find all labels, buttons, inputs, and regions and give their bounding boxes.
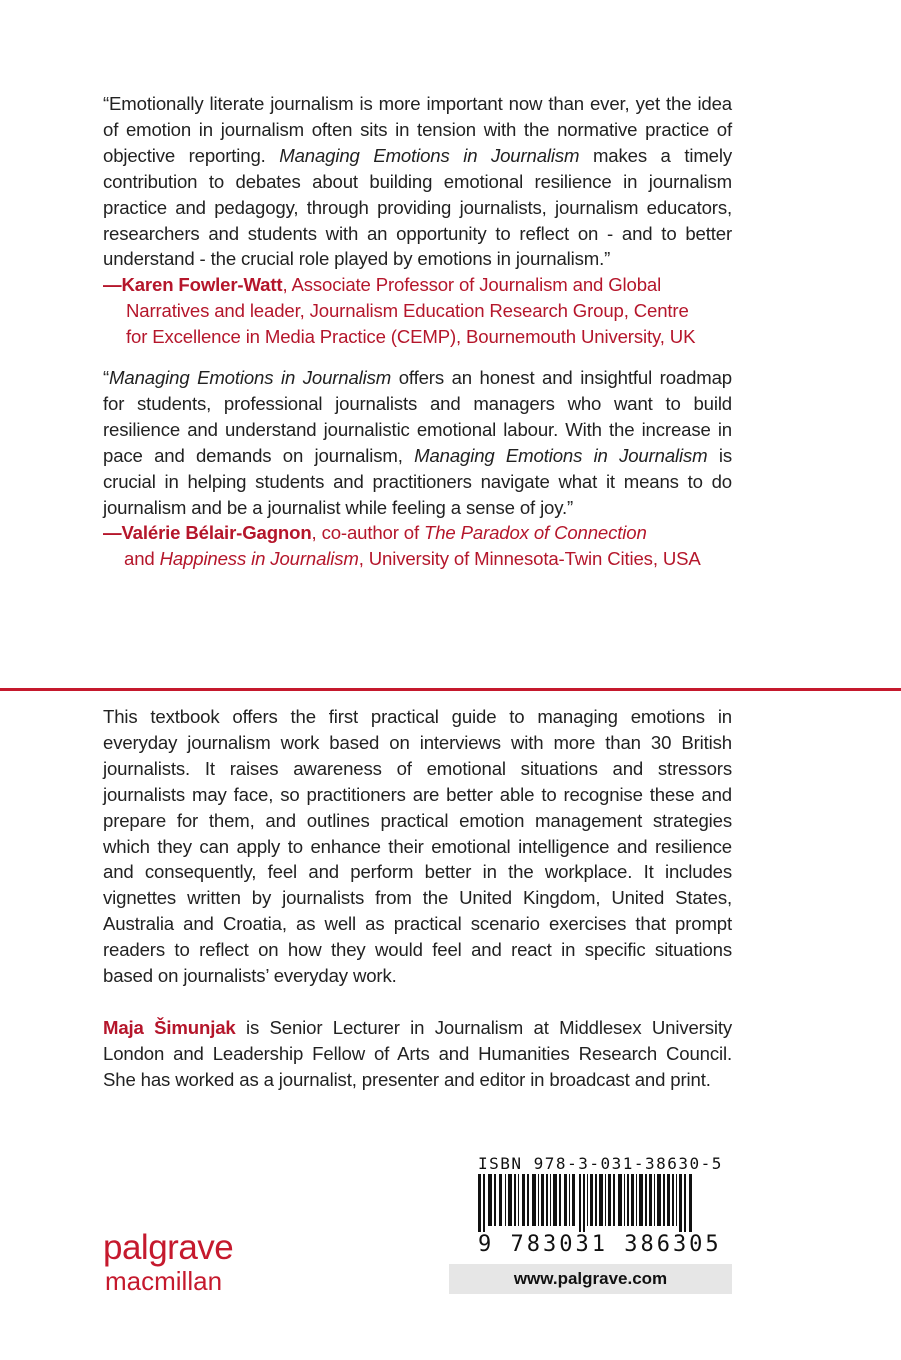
- quote-2-affiliation-c: , University of Minnesota-Twin Cities, USA: [358, 548, 701, 569]
- quote-1-affiliation-3: for Excellence in Media Practice (CEMP), Bournemouth University, UK: [126, 326, 696, 347]
- logo-line-2: macmillan: [105, 1266, 223, 1296]
- quote-2: [103, 365, 732, 520]
- quote-1-text-b: makes a timely contribution to debates about building emotional resilience in journalism practice and pedagogy, through providing journalists, journalism educators, researchers and students with an opportunity to reflect on - and to better understand - the crucial role played by emotions in journalism.”: [103, 144, 732, 270]
- logo-line-1: palgrave: [103, 1228, 234, 1267]
- quote-1-affiliation-2: Narratives and leader, Journalism Education Research Group, Centre: [126, 300, 689, 321]
- quote-2-open-mark: “: [103, 367, 110, 388]
- barcode-digits: 9 783031 386305: [478, 1232, 722, 1257]
- quote-1-book-title: Managing Emotions in Journalism: [279, 144, 580, 166]
- quote-1-text: [103, 91, 732, 272]
- publisher-logo: [103, 1230, 233, 1296]
- quote-1: [103, 91, 732, 272]
- section-divider: [0, 688, 901, 691]
- quote-2-author: —Valérie Bélair-Gagnon: [103, 522, 312, 543]
- quote-2-book-title-1: Managing Emotions in Journalism: [109, 367, 392, 388]
- quote-2-text-a: offers an honest and insightful roadmap for students, professional journalists and managers who want to build resilience and understand journalistic emotional labour. With the increase in pace and demands on journalism,: [103, 367, 732, 466]
- quote-2-text: [103, 365, 732, 520]
- quote-1-author: —Karen Fowler-Watt: [103, 274, 283, 295]
- quote-1-text-a: “Emotionally literate journalism is more important now than ever, yet the idea of emotion in journalism often sits in tension with the normative practice of objective reporting.: [103, 93, 732, 166]
- author-bio: [103, 1015, 732, 1093]
- publisher-website[interactable]: www.palgrave.com: [449, 1264, 732, 1294]
- bio-text: [103, 1015, 732, 1093]
- quote-2-attribution-line-2: [124, 546, 701, 572]
- quote-2-affiliation-b: and: [124, 548, 160, 569]
- quote-1-attribution-line-1: [103, 272, 661, 298]
- description-text: This textbook offers the first practical guide to managing emotions in everyday journalism work based on interviews with more than 30 British journalists. It raises awareness of emotional situations and stressors journalists may face, so practitioners are better able to recognise these and prepare for them, and outlines practical emotion management strategies which they can apply to enhance their emotional intelligence and resilience and consequently, feel and perform better in the workplace. It includes vignettes written by journalists from the United Kingdom, United States, Australia and Croatia, as well as practical scenario exercises that prompt readers to reflect on how they would feel and react in specific situations based on journalists’ everyday work.: [103, 706, 732, 987]
- bio-body: is Senior Lecturer in Journalism at Middlesex University London and Leadership Fellow of Arts and Humanities Research Council. She has worked as a journalist, presenter and editor in broadcast and print.: [103, 1017, 733, 1090]
- quote-2-attribution-line-1: [103, 520, 647, 546]
- quote-2-affiliation-book-1: The Paradox of Connection: [424, 522, 647, 543]
- quote-2-affiliation-a: , co-author of: [311, 522, 425, 543]
- quote-2-affiliation-book-2: Happiness in Journalism: [159, 548, 359, 569]
- quote-2-book-title-2: Managing Emotions in Journalism: [414, 444, 708, 466]
- barcode-icon: [478, 1174, 700, 1234]
- bio-author-name: Maja Šimunjak: [103, 1017, 236, 1038]
- quote-2-text-b: is crucial in helping students and practitioners navigate what it means to do journalism and be a journalist while feeling a sense of joy.”: [103, 444, 732, 518]
- isbn-label: ISBN 978-3-031-38630-5: [478, 1154, 723, 1173]
- book-description: [103, 704, 732, 989]
- quote-1-affiliation-1: , Associate Professor of Journalism and Global: [282, 274, 662, 295]
